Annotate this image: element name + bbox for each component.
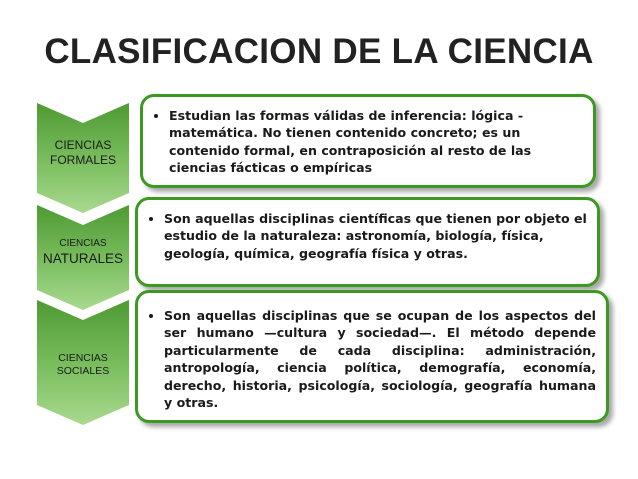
chevron-label-line1: CIENCIAS <box>59 238 107 249</box>
chevron-label-sociales <box>37 352 129 378</box>
chevron-label-line1: CIENCIAS <box>58 352 108 364</box>
page-title: CLASIFICACION DE LA CIENCIA <box>44 32 594 71</box>
description-box-naturales <box>135 197 600 287</box>
description-box-formales <box>140 94 596 188</box>
description-text: • Son aquellas disciplinas que se ocupan de los aspectos del ser humano —cultura y sociedad—. El método depende particularmente de cada disciplina: administración, antropología, ciencia política, demografía, economía, derecho, historia, psicología, sociología, geografía humana y otras. <box>164 307 596 411</box>
description-text: • Son aquellas disciplinas científicas que tienen por objeto el estudio de la naturaleza: astronomía, biología, física, geología, química, geografía física y otras. <box>164 210 587 262</box>
chevron-label-naturales <box>37 238 129 267</box>
chevron-label-line1: CIENCIAS <box>54 138 112 152</box>
chevron-label-formales <box>37 138 129 168</box>
chevron-label-line2: SOCIALES <box>56 365 110 378</box>
description-box-sociales <box>135 290 609 423</box>
chevron-label-line2: FORMALES <box>49 153 116 167</box>
chevron-label-line2: NATURALES <box>42 250 124 266</box>
description-text: • Estudian las formas válidas de inferencia: lógica - matemática. No tienen contenido concreto; es un contenido formal, en contraposición al resto de las ciencias fácticas o empíricas <box>169 107 583 177</box>
